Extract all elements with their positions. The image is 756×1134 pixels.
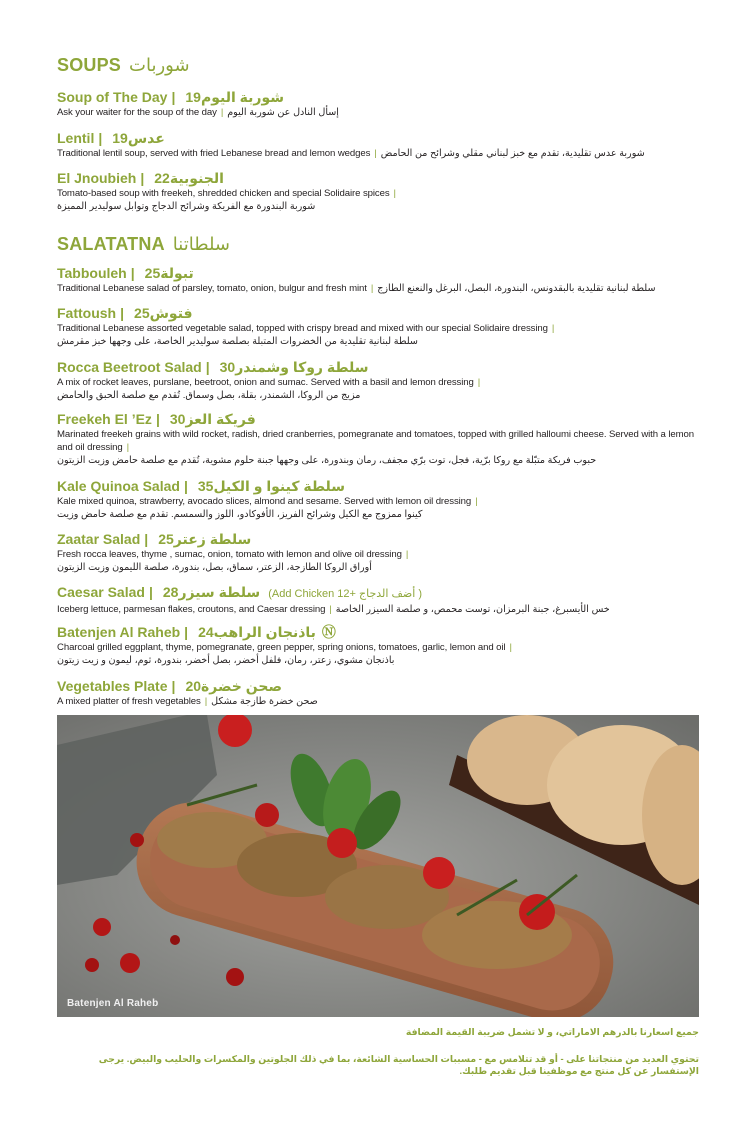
item-desc-ar: سلطة لبنانية تقليدية من الخضروات المتبلة بصلصة سوليدير الخاصة، على وجهها خبز مقرمش [57,336,418,347]
item-desc-ar: شوربة البندورة مع الفريكة وشرائح الدجاج وتوابل سوليدير المميزة [57,201,316,212]
item-price: 25 [158,531,174,547]
item-description: Tomato-based soup with freekeh, shredded chicken and special Solidaire spices | شوربة البندورة مع الفريكة وشرائح الدجاج وتوابل سوليدير المميزة [57,187,707,213]
item-name-ar: سلطة كينوا و الكيل [213,478,345,494]
item-desc-ar: كينوا ممزوج مع الكيل وشرائح الفريز، الأفوكادو، اللوز والسمسم. تقدم مع صلصة حامض وزيت [57,509,423,520]
item-description: Kale mixed quinoa, strawberry, avocado slices, almond and sesame. Served with lemon oil dressing | كينوا ممزوج مع الكيل وشرائح الفريز، الأفوكادو، اللوز والسمسم. تقدم مع صلصة حامض وزيت [57,495,707,521]
menu-item-vegetables-plate [57,677,707,708]
item-desc-en: Charcoal grilled eggplant, thyme, pomegranate, green pepper, spring onions, tomatoes, garlic, lemon and oil [57,642,506,653]
item-name-ar: سلطة روكا وشمندر [235,359,369,375]
item-desc-ar: حبوب فريكة متبّلة مع روكا برّية، فجل، توت برّي مجفف، رمان وبندورة، على وجهها جبنة حلوم مشوية، تُقدم مع صلصة حامض وزيت الزيتون [57,455,597,466]
salads-title-ar: سلطاتنا [172,234,230,254]
item-description: A mixed platter of fresh vegetables | صحن خضرة طازجة مشكل [57,696,318,707]
add-chicken-note: (Add Chicken 12+ أضف الدجاج ) [268,588,423,600]
item-desc-en: A mix of rocket leaves, purslane, beetroot, onion and sumac. Served with a basil and lemon dressing [57,377,474,388]
dish-photo-illustration [57,715,699,1017]
item-price: 19 [112,130,128,146]
item-desc-en: Traditional Lebanese salad of parsley, tomato, onion, bulgur and fresh mint [57,283,367,294]
item-desc-ar: صحن خضرة طازجة مشكل [211,696,318,707]
item-description: Charcoal grilled eggplant, thyme, pomegranate, green pepper, spring onions, tomatoes, garlic, lemon and oil | باذنجان مشوي، زعتر، رمان، فلفل أخضر، بصل أخضر، بندورة، ثوم، ليمون و زيت زيتون [57,641,707,667]
item-header: Freekeh El ’Ez | فريكة العز30 [57,411,256,427]
item-name-ar: فتوش [149,305,193,321]
nuts-badge-icon: Ⓝ [321,624,336,640]
item-name-ar: سلطة زعتر [173,531,252,547]
item-price: 30 [219,359,236,375]
menu-item-fattoush [57,304,707,348]
photo-caption: Batenjen Al Raheb [67,998,159,1009]
item-name-en: Caesar Salad [57,584,145,600]
item-name-ar: فريكة العز [185,411,256,427]
menu-item-freekeh-el-ez [57,410,707,467]
item-desc-en: Kale mixed quinoa, strawberry, avocado slices, almond and sesame. Served with lemon oil dressing [57,496,472,507]
allergen-note: تحتوي العديد من منتجاتنا على - أو قد تتلامس مع - مسببات الحساسية الشائعة، بما في ذلك الجلوتين والمكسرات والحليب والبيض. يرجى الإستفسار عن كل منتج مع موظفينا قبل تقديم طلبك. [98,1054,699,1076]
item-description: Marinated freekeh grains with wild rocket, radish, dried cranberries, pomegranate and tomatoes, topped with grilled halloumi cheese. Served with a lemon and oil dressing | حبوب فريكة متبّلة مع روكا برّية، فجل، توت برّي مجفف، رمان وبندورة، على وجهها جبنة حلوم مشوية، تُقدم مع صلصة حامض وزيت الزيتون [57,428,707,467]
item-desc-ar: إسأل النادل عن شوربة اليوم [227,107,339,118]
menu-item-batenjen-al-raheb [57,623,707,667]
item-name-en: Rocca Beetroot Salad [57,359,202,375]
salads-title-en: SALATATNA [57,234,165,254]
menu-item-kale-quinoa-salad [57,477,707,521]
item-name-en: Soup of The Day [57,89,168,105]
menu-item-tabbouleh [57,264,707,295]
item-price: 30 [169,411,186,427]
price-note: جميع اسعارنا بالدرهم الاماراتي، و لا تشمل ضريبة القيمة المضافة [405,1027,699,1037]
dish-photo [57,715,699,1017]
item-name-en: Tabbouleh [57,265,127,281]
item-name-ar: سلطة سيزر [178,584,261,600]
soups-section-title [57,55,190,76]
item-name-en: Freekeh El ’Ez [57,411,152,427]
item-desc-en: Traditional Lebanese assorted vegetable salad, topped with crispy bread and mixed with our special Solidaire dressing [57,323,548,334]
item-description: Traditional lentil soup, served with fried Lebanese bread and lemon wedges | شوربة عدس تقليدية، تقدم مع خبز لبناني مقلي وشرائح من الحامض [57,148,645,159]
item-description: Iceberg lettuce, parmesan flakes, croutons, and Caesar dressing | خس الأيسبرغ، جبنة البرمزان، توست محمص، و صلصة السيزر الخاصة [57,604,610,615]
item-header: Caesar Salad | سلطة سيزر28 (Add Chicken 12+ أضف الدجاج ) [57,584,423,600]
item-header: Fattoush | فتوش25 [57,305,193,321]
item-desc-ar: شوربة عدس تقليدية، تقدم مع خبز لبناني مقلي وشرائح من الحامض [380,148,645,159]
item-description: A mix of rocket leaves, purslane, beetroot, onion and sumac. Served with a basil and lemon dressing | مزيج من الروكا، الشمندر، بقلة، بصل وسماق. تُقدم مع صلصة الحبق والحامض [57,376,707,402]
item-desc-en: Iceberg lettuce, parmesan flakes, croutons, and Caesar dressing [57,604,326,615]
item-name-en: El Jnoubieh [57,170,137,186]
item-name-en: Fattoush [57,305,117,321]
item-name-en: Zaatar Salad [57,531,141,547]
item-description: Ask your waiter for the soup of the day | إسأل النادل عن شوربة اليوم [57,107,339,118]
item-name-ar: الجنوبية [169,170,224,186]
item-description: Traditional Lebanese salad of parsley, tomato, onion, bulgur and fresh mint | سلطة لبنانية تقليدية بالبقدونس، البندورة، البصل، البرغل والنعنع الطازج [57,283,656,294]
menu-item-caesar-salad [57,583,707,616]
item-price: 19 [185,89,201,105]
menu-item-lentil [57,129,707,160]
item-header: Tabbouleh | تبولة25 [57,265,194,281]
item-desc-ar: مزيج من الروكا، الشمندر، بقلة، بصل وسماق. تُقدم مع صلصة الحبق والحامض [57,390,361,401]
item-description: Fresh rocca leaves, thyme , sumac, onion, tomato with lemon and olive oil dressing | أوراق الروكا الطازجة، الزعتر، سماق، بصل، بندورة، صلصة الليمون وزيت الزيتون [57,548,707,574]
menu-item-el-jnoubieh [57,169,707,213]
item-name-ar: باذنجان الراهب [213,624,316,640]
menu-item-soup-of-the-day [57,88,707,119]
item-desc-ar: خس الأيسبرغ، جبنة البرمزان، توست محمص، و صلصة السيزر الخاصة [335,604,610,615]
item-price: 22 [154,170,170,186]
item-price: 35 [197,478,214,494]
item-name-ar: صحن خضرة [201,678,282,694]
item-desc-en: Tomato-based soup with freekeh, shredded chicken and special Solidaire spices [57,188,390,199]
item-header: Rocca Beetroot Salad | سلطة روكا وشمندر30 [57,359,369,375]
item-description: Traditional Lebanese assorted vegetable salad, topped with crispy bread and mixed with our special Solidaire dressing | سلطة لبنانية تقليدية من الخضروات المتبلة بصلصة سوليدير الخاصة، على وجهها خبز مقرمش [57,322,707,348]
item-header: Vegetables Plate | صحن خضرة20 [57,678,282,694]
item-header: Zaatar Salad | سلطة زعتر25 [57,531,252,547]
item-desc-ar: باذنجان مشوي، زعتر، رمان، فلفل أخضر، بصل أخضر، بندورة، ثوم، ليمون و زيت زيتون [57,655,395,666]
item-price: 28 [162,584,179,600]
item-price: 25 [144,265,161,281]
item-name-ar: عدس [127,130,165,146]
item-price: 20 [185,678,202,694]
item-price: 25 [134,305,150,321]
soups-title-ar: شوربات [129,55,190,75]
menu-item-zaatar-salad [57,530,707,574]
item-header: Batenjen Al Raheb | باذنجان الراهب24 Ⓝ [57,624,336,640]
item-desc-en: Fresh rocca leaves, thyme , sumac, onion, tomato with lemon and olive oil dressing [57,549,402,560]
item-desc-en: A mixed platter of fresh vegetables [57,696,201,707]
soups-title-en: SOUPS [57,55,122,75]
menu-item-rocca-beetroot-salad [57,358,707,402]
item-desc-ar: أوراق الروكا الطازجة، الزعتر، سماق، بصل، بندورة، صلصة الليمون وزيت الزيتون [57,562,372,573]
salads-section-title [57,234,230,255]
item-desc-en: Marinated freekeh grains with wild rocket, radish, dried cranberries, pomegranate and tomatoes, topped with grilled halloumi cheese. Served with a lemon and oil dressing [57,429,694,453]
item-price: 24 [198,624,214,640]
item-header: Kale Quinoa Salad | سلطة كينوا و الكيل35 [57,478,345,494]
item-name-en: Lentil [57,130,95,146]
item-name-en: Vegetables Plate [57,678,168,694]
item-header: Soup of The Day | شوربة اليوم19 [57,89,285,105]
item-desc-en: Traditional lentil soup, served with fried Lebanese bread and lemon wedges [57,148,371,159]
item-header: El Jnoubieh | الجنوبية22 [57,170,224,186]
item-desc-ar: سلطة لبنانية تقليدية بالبقدونس، البندورة، البصل، البرغل والنعنع الطازج [377,283,656,294]
item-name-ar: تبولة [160,265,194,281]
item-name-en: Batenjen Al Raheb [57,624,181,640]
item-desc-en: Ask your waiter for the soup of the day [57,107,217,118]
item-header: Lentil | عدس19 [57,130,165,146]
item-name-ar: شوربة اليوم [200,89,285,105]
item-name-en: Kale Quinoa Salad [57,478,180,494]
